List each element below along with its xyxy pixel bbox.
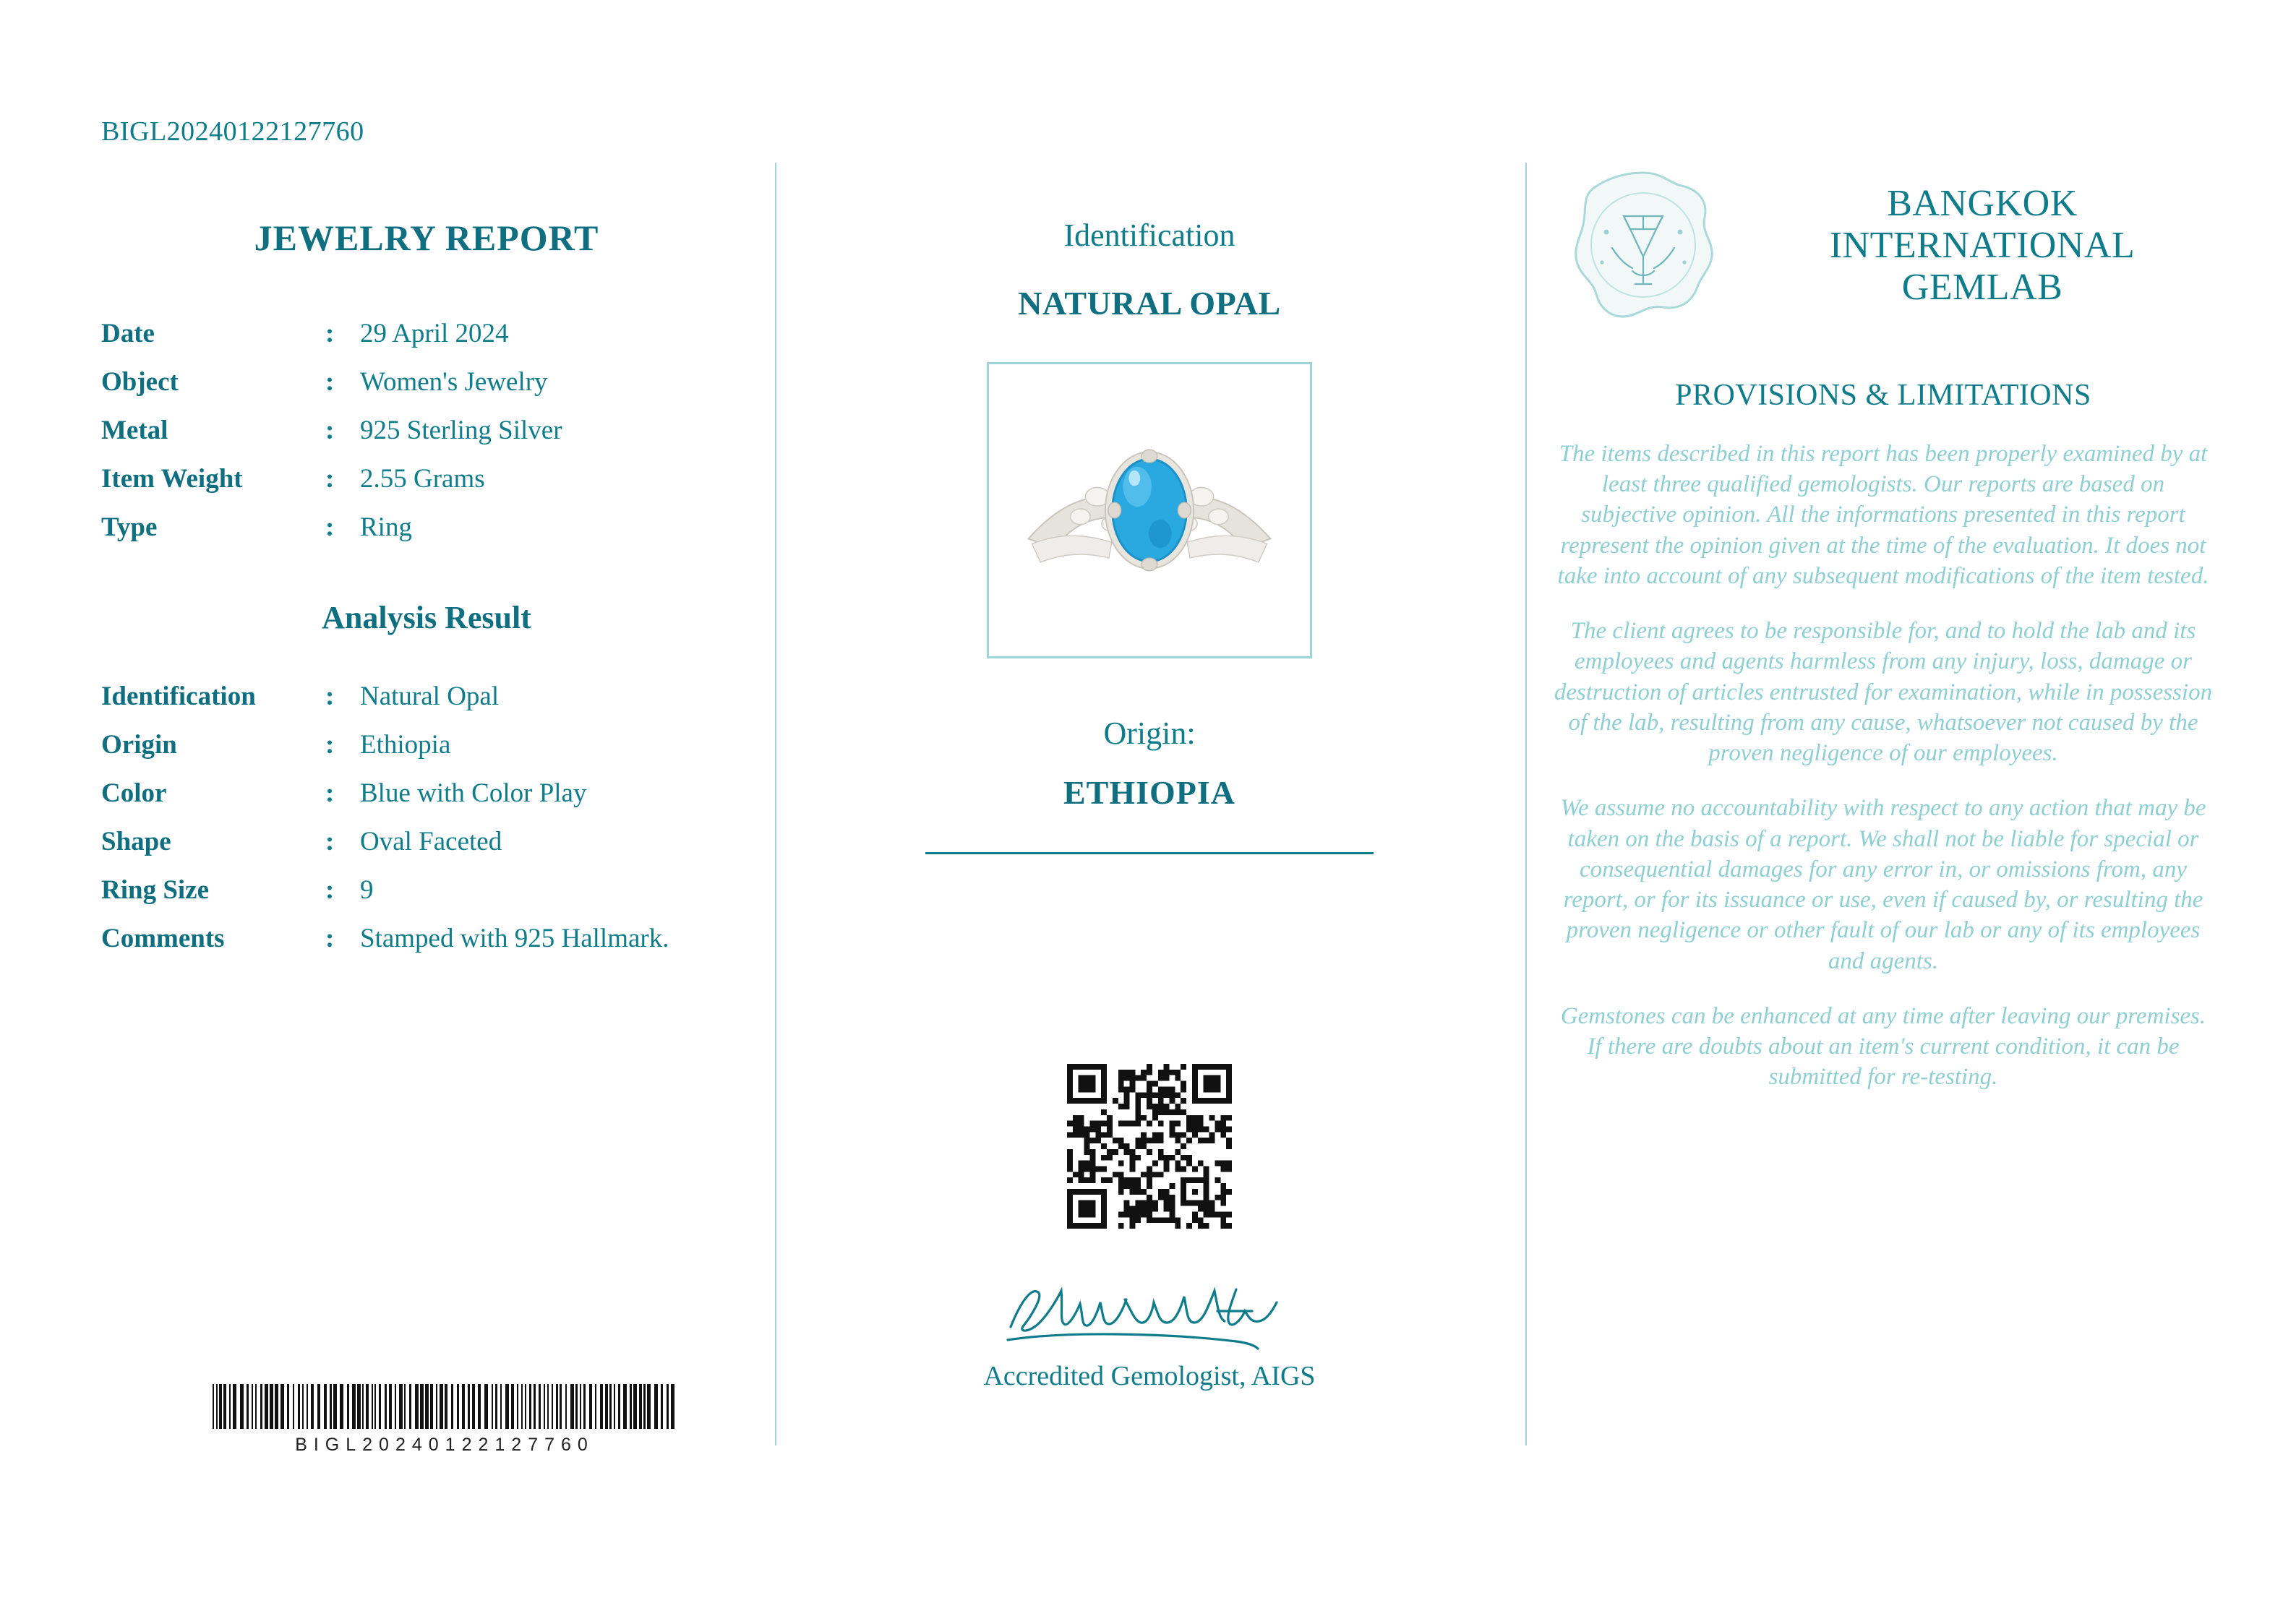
field-value: Stamped with 925 Hallmark.: [360, 924, 669, 953]
report-id: BIGL20240122127760: [101, 116, 364, 147]
gemlab-logo-icon: [1560, 163, 1726, 329]
field-label: Comments: [101, 924, 225, 953]
provisions-title: PROVISIONS & LIMITATIONS: [1675, 379, 2091, 412]
field-value: 2.55 Grams: [360, 464, 485, 494]
column-provisions: [1547, 163, 2219, 1117]
field-value: Ethiopia: [360, 730, 451, 760]
signature-caption: Accredited Gemologist, AIGS: [983, 1361, 1316, 1391]
horizontal-rule: [925, 852, 1374, 854]
field-value: 9: [360, 875, 374, 905]
field-label: Metal: [101, 416, 168, 445]
barcode-block: [206, 1384, 683, 1456]
field-label: Date: [101, 319, 155, 348]
provisions-paragraph: The client agrees to be responsible for, and to hold the lab and its employees and agents harmless from any injury, loss, damage or destruction of articles entrusted for examination, while in possession of the lab, resulting from any cause, whatsoever not caused by the proven negligence of our employees.: [1554, 618, 2213, 767]
brand-header: [1547, 163, 2219, 329]
page-title: JEWELRY REPORT: [254, 218, 599, 258]
qr-code-icon[interactable]: [1067, 1064, 1232, 1229]
brand-name: BANGKOK INTERNATIONAL GEMLAB: [1829, 182, 2136, 309]
table-row: [101, 672, 752, 721]
field-separator: :: [325, 367, 335, 397]
table-row: [101, 358, 752, 406]
field-value: 29 April 2024: [360, 319, 509, 348]
field-separator: :: [325, 924, 335, 953]
field-separator: :: [325, 416, 335, 445]
barcode-number: BIGL20240122127760: [295, 1435, 594, 1455]
identification-label: Identification: [1063, 218, 1235, 253]
field-value: Natural Opal: [360, 682, 500, 711]
table-row: [101, 866, 752, 914]
barcode-image: [206, 1384, 683, 1429]
table-row: [101, 769, 752, 817]
field-separator: :: [325, 319, 335, 348]
column-divider-left: [775, 163, 776, 1445]
signature-block: [795, 1271, 1504, 1391]
analysis-result-title: Analysis Result: [322, 600, 531, 635]
field-separator: :: [325, 730, 335, 760]
field-value: Women's Jewelry: [360, 367, 548, 397]
table-row: [101, 817, 752, 866]
ring-photo: [989, 364, 1310, 656]
gem-photo-frame: [987, 362, 1312, 658]
table-row: [101, 721, 752, 769]
field-value: Ring: [360, 512, 412, 542]
field-label: Object: [101, 367, 179, 397]
analysis-result-table: [101, 672, 752, 963]
table-row: [101, 309, 752, 358]
field-label: Item Weight: [101, 464, 243, 494]
table-row: [101, 914, 752, 963]
column-report-details: [101, 217, 752, 963]
field-label: Origin: [101, 730, 177, 760]
identification-value: NATURAL OPAL: [1018, 285, 1281, 322]
field-separator: :: [325, 778, 335, 808]
field-label: Shape: [101, 827, 171, 856]
table-row: [101, 503, 752, 551]
field-label: Color: [101, 778, 167, 808]
qr-code-block[interactable]: [1067, 1064, 1232, 1229]
provisions-paragraph: Gemstones can be enhanced at any time after leaving our premises. If there are doubts about an item's current condition, it can be submitted for re-testing.: [1560, 1002, 2206, 1091]
field-value: 925 Sterling Silver: [360, 416, 562, 445]
field-separator: :: [325, 512, 335, 542]
field-separator: :: [325, 682, 335, 711]
provisions-paragraph: The items described in this report has been properly examined by at least three qualified gemologists. Our reports are based on subjective opinion. All the informations presented in this report represent the opinion given at the time of the evaluation. It does not take into account of any subsequent modifications of the item tested.: [1557, 441, 2209, 589]
field-label: Type: [101, 512, 158, 542]
item-details-table: [101, 309, 752, 551]
field-separator: :: [325, 464, 335, 494]
logo-container: [1560, 163, 1726, 329]
field-separator: :: [325, 875, 335, 905]
origin-label: Origin:: [1103, 716, 1196, 751]
provisions-paragraph: We assume no accountability with respect to any action that may be taken on the basis of a report. We shall not be liable for special or consequential damages for any error in, or omissions from, any report, or for its issuance or use, even if caused by, or resulting the proven negligence or other fault of our lab or any of its employees and agents.: [1560, 795, 2206, 974]
field-label: Ring Size: [101, 875, 210, 905]
field-separator: :: [325, 827, 335, 856]
signature-icon: [998, 1271, 1301, 1357]
column-identification: [795, 217, 1504, 1391]
table-row: [101, 455, 752, 503]
column-divider-right: [1525, 163, 1527, 1445]
field-label: Identification: [101, 682, 256, 711]
origin-value: ETHIOPIA: [1063, 774, 1236, 811]
field-value: Blue with Color Play: [360, 778, 587, 808]
field-value: Oval Faceted: [360, 827, 502, 856]
table-row: [101, 406, 752, 455]
